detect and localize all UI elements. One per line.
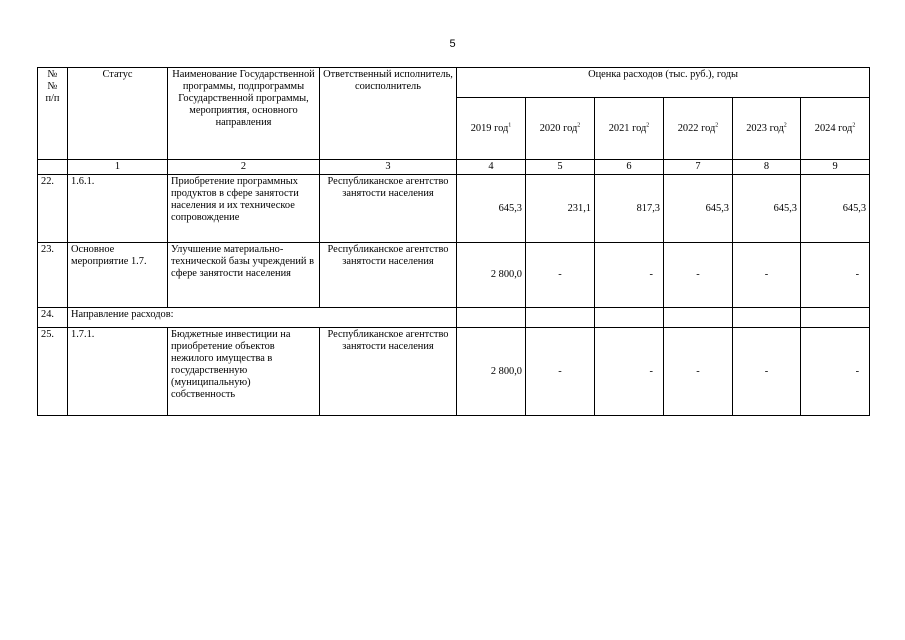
- value-2022: -: [664, 243, 733, 308]
- row-status: Основное мероприятие 1.7.: [68, 243, 168, 308]
- column-number: 1: [68, 160, 168, 175]
- value-2020: -: [526, 243, 595, 308]
- table-row: [38, 328, 870, 416]
- header-costs: Оценка расходов (тыс. руб.), годы: [457, 68, 870, 98]
- row-number: 22.: [38, 175, 68, 243]
- row-number: 23.: [38, 243, 68, 308]
- row-name: Бюджетные инвестиции на приобретение объектов нежилого имущества в государственную (муниципальную) собственность: [168, 328, 320, 416]
- column-number: 7: [664, 160, 733, 175]
- value-2019: 2 800,0: [457, 328, 526, 416]
- header-executor: Ответственный исполнитель, соисполнитель: [320, 68, 457, 160]
- row-executor: Республиканское агентство занятости населения: [320, 175, 457, 243]
- header-status: Статус: [68, 68, 168, 160]
- value-2019: 2 800,0: [457, 243, 526, 308]
- value-2023: 645,3: [733, 175, 801, 243]
- empty-cell: [526, 308, 595, 328]
- row-status: 1.6.1.: [68, 175, 168, 243]
- value-2024: -: [801, 328, 870, 416]
- column-number: 6: [595, 160, 664, 175]
- row-number: 25.: [38, 328, 68, 416]
- empty-cell: [457, 308, 526, 328]
- header-name: Наименование Государственной программы, подпрограммы Государственной программы, мероприятия, основного направления: [168, 68, 320, 160]
- page-number: 5: [449, 38, 456, 50]
- column-number: 3: [320, 160, 457, 175]
- column-number: [38, 160, 68, 175]
- year-2021: 2021 год$^2$: [595, 98, 664, 160]
- value-2024: 645,3: [801, 175, 870, 243]
- column-numbers-row: [38, 160, 870, 175]
- year-2019: 2019 год$^1$: [457, 98, 526, 160]
- year-2022: 2022 год$^2$: [664, 98, 733, 160]
- value-2021: -: [595, 243, 664, 308]
- value-2019: 645,3: [457, 175, 526, 243]
- value-2022: 645,3: [664, 175, 733, 243]
- table-row: [38, 175, 870, 243]
- value-2020: 231,1: [526, 175, 595, 243]
- table-row: [38, 308, 870, 328]
- empty-cell: [664, 308, 733, 328]
- budget-table: [37, 67, 870, 416]
- value-2024: -: [801, 243, 870, 308]
- direction-label: Направление расходов:: [68, 308, 457, 328]
- value-2023: -: [733, 243, 801, 308]
- row-number: 24.: [38, 308, 68, 328]
- empty-cell: [733, 308, 801, 328]
- value-2021: 817,3: [595, 175, 664, 243]
- column-number: 4: [457, 160, 526, 175]
- year-2020: 2020 год$^2$: [526, 98, 595, 160]
- table-row: [38, 243, 870, 308]
- value-2022: -: [664, 328, 733, 416]
- header-number: № № п/п: [38, 68, 68, 160]
- row-name: Улучшение материально-технической базы учреждений в сфере занятости населения: [168, 243, 320, 308]
- value-2021: -: [595, 328, 664, 416]
- row-executor: Республиканское агентство занятости населения: [320, 243, 457, 308]
- row-executor: Республиканское агентство занятости населения: [320, 328, 457, 416]
- value-2020: -: [526, 328, 595, 416]
- column-number: 2: [168, 160, 320, 175]
- empty-cell: [595, 308, 664, 328]
- column-number: 5: [526, 160, 595, 175]
- column-number: 8: [733, 160, 801, 175]
- year-2023: 2023 год$^2$: [733, 98, 801, 160]
- row-status: 1.7.1.: [68, 328, 168, 416]
- year-2024: 2024 год$^2$: [801, 98, 870, 160]
- empty-cell: [801, 308, 870, 328]
- row-name: Приобретение программных продуктов в сфере занятости населения и их техническое сопровождение: [168, 175, 320, 243]
- value-2023: -: [733, 328, 801, 416]
- column-number: 9: [801, 160, 870, 175]
